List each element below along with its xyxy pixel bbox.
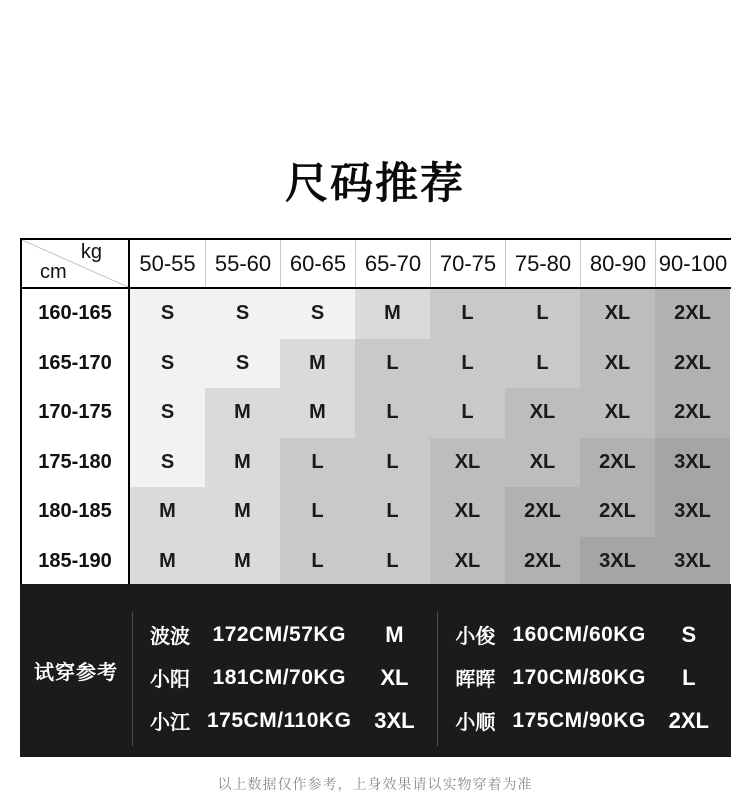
unit-kg-label: kg: [80, 241, 102, 263]
size-table: [20, 238, 731, 586]
size-cell: M: [205, 438, 280, 488]
model-spec: 172CM/57KG: [212, 622, 346, 646]
size-cell: XL: [580, 289, 655, 339]
model-size: XL: [380, 664, 409, 690]
size-cell: S: [130, 438, 205, 488]
size-cell: S: [280, 289, 355, 339]
model-name: 晖晖: [455, 669, 496, 691]
col-header: 90-100: [655, 240, 730, 287]
size-cell: XL: [430, 487, 505, 537]
model-size: M: [385, 621, 404, 647]
size-cell: S: [205, 339, 280, 389]
row-label: 185-190: [22, 537, 130, 587]
table-header-row: [22, 240, 731, 289]
size-cell: L: [430, 289, 505, 339]
size-cell: M: [205, 388, 280, 438]
table-row: [22, 537, 731, 587]
row-label: 170-175: [22, 388, 130, 438]
size-cell: L: [505, 339, 580, 389]
page-title: 尺码推荐: [285, 160, 465, 208]
table-row: [22, 438, 731, 488]
size-cell: XL: [505, 438, 580, 488]
row-label: 175-180: [22, 438, 130, 488]
size-cell: M: [130, 537, 205, 587]
fit-row: [133, 613, 437, 656]
table-row: [22, 339, 731, 389]
unit-cm-label: cm: [40, 261, 67, 283]
model-size: S: [681, 621, 697, 647]
table-row: [22, 487, 731, 537]
size-cell: L: [430, 339, 505, 389]
row-label: 180-185: [22, 487, 130, 537]
size-cell: 2XL: [655, 339, 730, 389]
model-name: 小阳: [150, 669, 190, 691]
size-cell: M: [280, 388, 355, 438]
size-cell: M: [205, 487, 280, 537]
corner-cell: [22, 240, 130, 287]
size-cell: L: [280, 438, 355, 488]
fit-row: [438, 613, 731, 656]
size-cell: XL: [505, 388, 580, 438]
model-name: 小江: [150, 712, 190, 734]
size-cell: S: [130, 289, 205, 339]
size-cell: L: [280, 537, 355, 587]
fitting-reference-label: 试穿参考: [34, 662, 118, 684]
col-header: 80-90: [580, 240, 655, 287]
col-header: 65-70: [355, 240, 430, 287]
size-cell: 3XL: [655, 537, 730, 587]
col-header: 55-60: [205, 240, 280, 287]
fitting-group-right: [438, 584, 731, 757]
fit-row: [438, 656, 731, 699]
model-spec: 175CM/90KG: [512, 708, 646, 732]
model-name: 小顺: [455, 712, 496, 734]
size-cell: S: [130, 388, 205, 438]
size-cell: XL: [430, 537, 505, 587]
size-cell: L: [355, 339, 430, 389]
size-cell: 2XL: [580, 487, 655, 537]
size-cell: L: [355, 388, 430, 438]
size-cell: XL: [580, 388, 655, 438]
disclaimer-note: 以上数据仅作参考，上身效果请以实物穿着为准: [217, 776, 533, 792]
fitting-group-left: [133, 584, 437, 757]
model-name: 波波: [150, 626, 190, 648]
size-cell: 2XL: [505, 487, 580, 537]
size-cell: 2XL: [655, 289, 730, 339]
fit-row: [133, 656, 437, 699]
model-size: 2XL: [668, 707, 709, 733]
size-cell: L: [430, 388, 505, 438]
model-spec: 181CM/70KG: [212, 665, 346, 689]
model-size: 3XL: [374, 707, 415, 733]
size-cell: M: [280, 339, 355, 389]
fit-row: [438, 699, 731, 742]
size-cell: 3XL: [655, 438, 730, 488]
size-cell: L: [280, 487, 355, 537]
size-cell: XL: [580, 339, 655, 389]
size-cell: L: [355, 537, 430, 587]
size-cell: L: [355, 487, 430, 537]
size-cell: 3XL: [580, 537, 655, 587]
model-spec: 160CM/60KG: [512, 622, 646, 646]
size-cell: S: [205, 289, 280, 339]
size-cell: L: [505, 289, 580, 339]
col-header: 60-65: [280, 240, 355, 287]
size-cell: 3XL: [655, 487, 730, 537]
col-header: 70-75: [430, 240, 505, 287]
col-header: 75-80: [505, 240, 580, 287]
row-label: 160-165: [22, 289, 130, 339]
size-cell: M: [205, 537, 280, 587]
table-row: [22, 388, 731, 438]
diagonal-line: [22, 240, 128, 287]
table-row: [22, 289, 731, 339]
size-cell: 2XL: [505, 537, 580, 587]
size-cell: M: [355, 289, 430, 339]
size-cell: 2XL: [580, 438, 655, 488]
model-name: 小俊: [455, 626, 496, 648]
size-cell: S: [130, 339, 205, 389]
size-cell: M: [130, 487, 205, 537]
size-cell: XL: [430, 438, 505, 488]
model-spec: 175CM/110KG: [207, 708, 352, 732]
model-size: L: [682, 664, 696, 690]
col-header: 50-55: [139, 250, 196, 276]
model-spec: 170CM/80KG: [512, 665, 646, 689]
fitting-reference-panel: [20, 584, 731, 757]
size-cell: 2XL: [655, 388, 730, 438]
size-cell: L: [355, 438, 430, 488]
fit-row: [133, 699, 437, 742]
row-label: 165-170: [22, 339, 130, 389]
